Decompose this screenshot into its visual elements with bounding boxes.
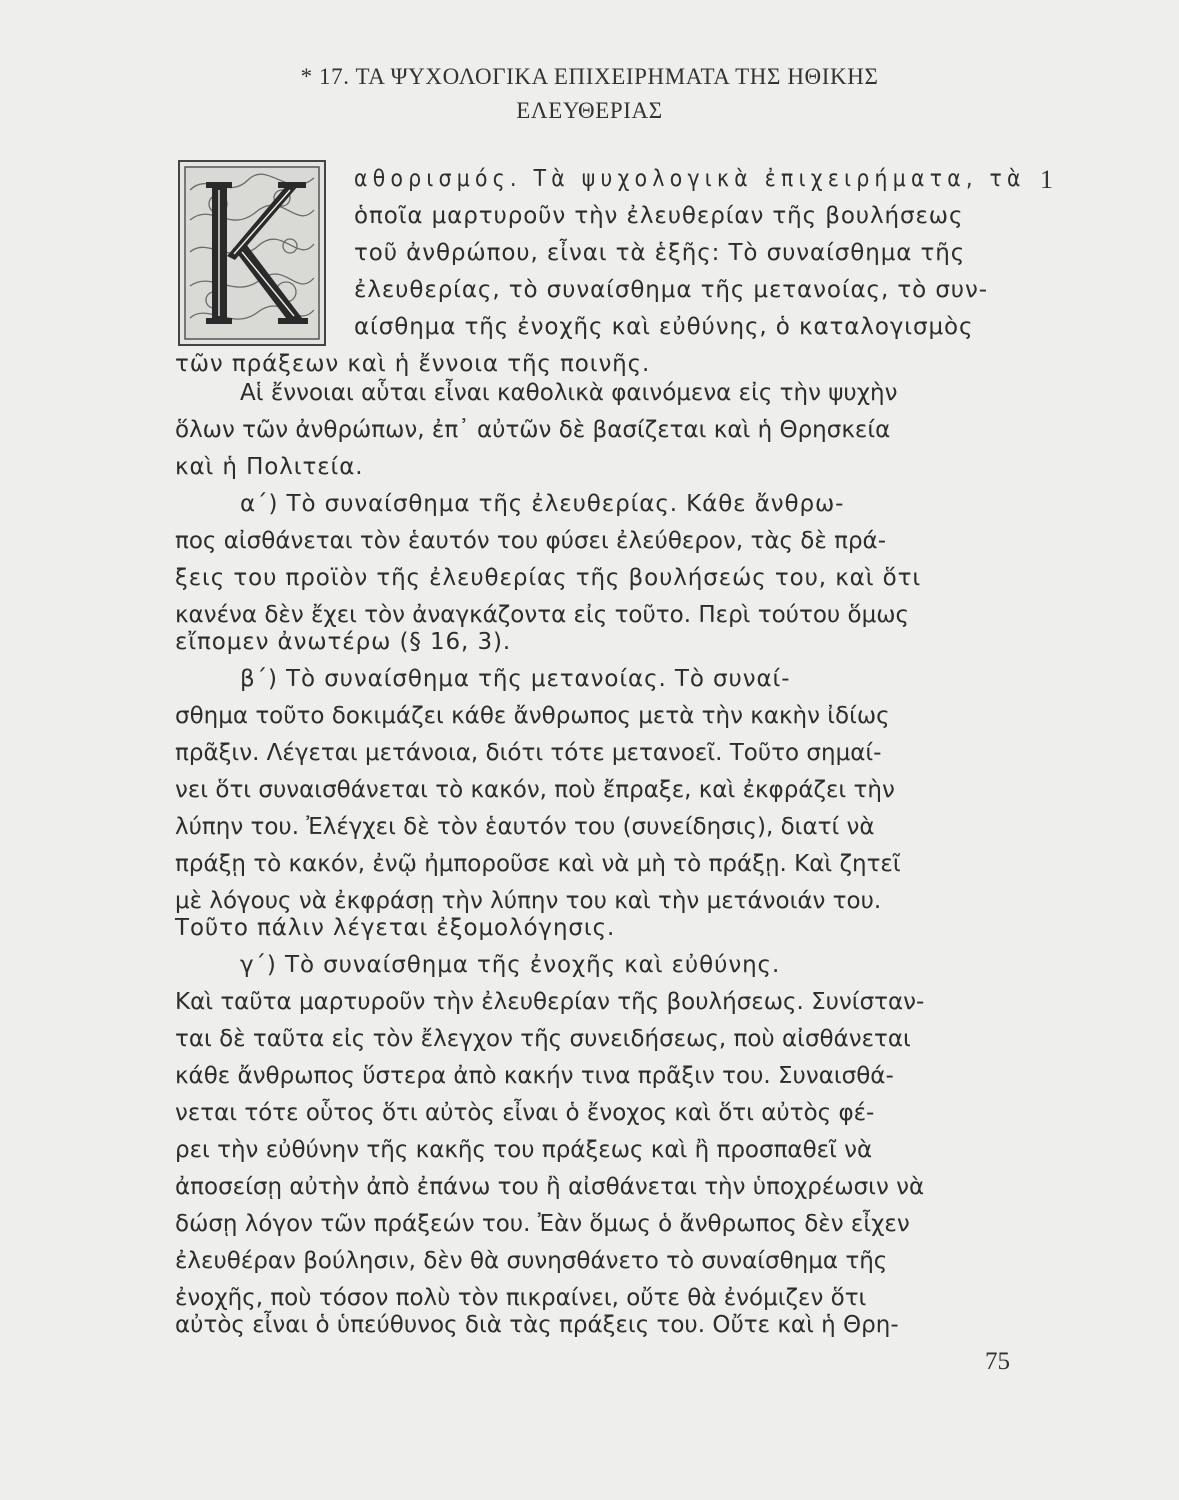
text-line-7: Αἱ ἔννοιαι αὗται εἶναι καθολικὰ φαινόμενα εἰς τὴν ψυχὴν xyxy=(240,380,898,406)
text-line-17: πρᾶξιν. Λέγεται μετάνοια, διότι τότε μετανοεῖ. Τοῦτο σημαί- xyxy=(175,740,882,766)
text-line-30: δώσῃ λόγον τῶν πράξεών του. Ἐὰν ὅμως ὁ ἄνθρωπος δὲν εἶχεν xyxy=(175,1211,910,1237)
text-line-21: μὲ λόγους νὰ ἐκφράσῃ τὴν λύπην του καὶ τὴν μετάνοιάν του. xyxy=(175,888,882,914)
text-line-15: β΄) Τὸ συναίσθημα τῆς μετανοίας. Τὸ συναί- xyxy=(240,666,791,692)
text-line-32: ἐνοχῆς, ποὺ τόσον πολὺ τὸν πικραίνει, οὔτε θὰ ἐνόμιζεν ὅτι xyxy=(175,1285,867,1311)
text-line-11: πος αἰσθάνεται τὸν ἑαυτόν του φύσει ἐλεύθερον, τὰς δὲ πρά- xyxy=(175,528,887,554)
text-line-27: νεται τότε οὗτος ὅτι αὐτὸς εἶναι ὁ ἔνοχος καὶ ὅτι αὐτὸς φέ- xyxy=(175,1100,875,1126)
text-line-26: κάθε ἄνθρωπος ὕστερα ἀπὸ κακήν τινα πρᾶξιν του. Συναισθά- xyxy=(175,1063,894,1089)
text-line-8: ὅλων τῶν ἀνθρώπων, ἐπ᾽ αὐτῶν δὲ βασίζεται καὶ ἡ Θρησκεία xyxy=(175,417,891,443)
text-line-2: ὁποῖα μαρτυροῦν τὴν ἐλευθερίαν τῆς βουλήσεως xyxy=(354,203,964,229)
text-line-4: ἐλευθερίας, τὸ συναίσθημα τῆς μετανοίας, τὸ συν- xyxy=(354,277,988,303)
text-line-12: ξεις του προϊὸν τῆς ἐλευθερίας τῆς βουλήσεώς του, καὶ ὅτι xyxy=(175,565,922,591)
text-line-25: ται δὲ ταῦτα εἰς τὸν ἔλεγχον τῆς συνειδήσεως, ποὺ αἰσθάνεται xyxy=(175,1026,911,1052)
margin-paragraph-number: 1 xyxy=(1040,165,1053,194)
page-number: 75 xyxy=(985,1348,1010,1375)
text-line-20: πράξῃ τὸ κακόν, ἐνῷ ἠμποροῦσε καὶ νὰ μὴ τὸ πράξῃ. Καὶ ζητεῖ xyxy=(175,851,901,877)
text-line-3: τοῦ ἀνθρώπου, εἶναι τὰ ἑξῆς: Τὸ συναίσθημα τῆς xyxy=(354,240,966,266)
text-line-13: κανένα δὲν ἔχει τὸν ἀναγκάζοντα εἰς τοῦτο. Περὶ τούτου ὅμως xyxy=(175,602,909,628)
text-line-29: ἀποσείσῃ αὐτὴν ἀπὸ ἐπάνω του ἢ αἰσθάνεται τὴν ὑποχρέωσιν νὰ xyxy=(175,1174,925,1200)
chapter-heading-line-1: * 17. ΤΑ ΨΥΧΟΛΟΓΙΚΑ ΕΠΙΧΕΙΡΗΜΑΤΑ ΤΗΣ ΗΘΙΚΗΣ xyxy=(300,64,879,89)
text-line-6: τῶν πράξεων καὶ ἡ ἔννοια τῆς ποινῆς. xyxy=(175,351,651,377)
text-line-18: νει ὅτι συναισθάνεται τὸ κακόν, ποὺ ἔπραξε, καὶ ἐκφράζει τὴν xyxy=(175,777,895,803)
text-line-31: ἐλευθέραν βούλησιν, δὲν θὰ συνησθάνετο τὸ συναίσθημα τῆς xyxy=(175,1248,888,1274)
text-line-16: σθημα τοῦτο δοκιμάζει κάθε ἄνθρωπος μετὰ τὴν κακὴν ἰδίως xyxy=(175,703,890,729)
chapter-heading xyxy=(0,60,1179,128)
text-line-33: αὐτὸς εἶναι ὁ ὑπεύθυνος διὰ τὰς πράξεις του. Οὔτε καὶ ἡ Θρη- xyxy=(175,1312,899,1338)
text-line-22: Τοῦτο πάλιν λέγεται ἐξομολόγησις. xyxy=(175,915,616,941)
text-line-10: α΄) Τὸ συναίσθημα τῆς ἐλευθερίας. Κάθε ἄνθρω- xyxy=(240,491,845,517)
text-line-19: λύπην του. Ἐλέγχει δὲ τὸν ἑαυτόν του (συνείδησις), διατί νὰ xyxy=(175,814,875,840)
text-line-5: αίσθημα τῆς ἐνοχῆς καὶ εὐθύνης, ὁ καταλογισμὸς xyxy=(354,314,974,340)
text-line-28: ρει τὴν εὐθύνην τῆς κακῆς του πράξεως καὶ ἢ προσπαθεῖ νὰ xyxy=(175,1137,873,1163)
decorated-initial-k xyxy=(178,160,326,346)
text-line-1 xyxy=(354,166,1026,192)
text-line-9: καὶ ἡ Πολιτεία. xyxy=(175,454,364,480)
text-line-24: Καὶ ταῦτα μαρτυροῦν τὴν ἐλευθερίαν τῆς βουλήσεως. Συνίσταν- xyxy=(175,989,925,1015)
text-line-1-spaced: αθορισμός. Τὰ ψυχολογικὰ ἐπιχειρήματα, τὰ xyxy=(354,166,1026,192)
chapter-heading-line-2: ΕΛΕΥΘΕΡΙΑΣ xyxy=(516,98,663,123)
text-line-14: εἴπομεν ἀνωτέρω (§ 16, 3). xyxy=(175,629,512,655)
text-line-23: γ΄) Τὸ συναίσθημα τῆς ἐνοχῆς καὶ εὐθύνης. xyxy=(240,952,781,978)
